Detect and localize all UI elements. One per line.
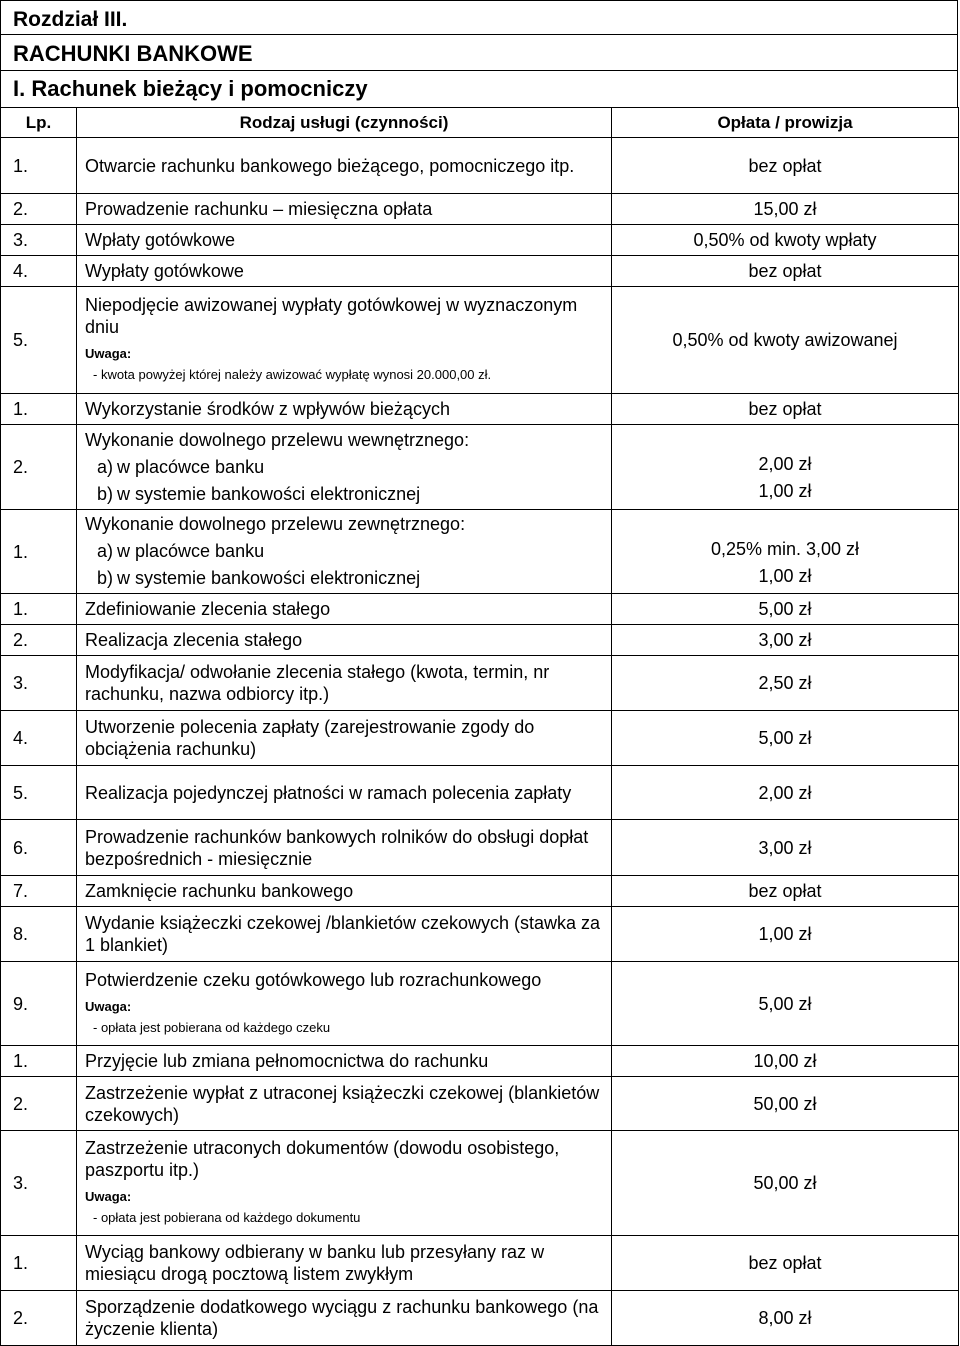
row-lp: 3.	[1, 1131, 77, 1236]
row-service: Sporządzenie dodatkowego wyciągu z rachunku bankowego (na życzenie klienta)	[77, 1291, 612, 1346]
table-row	[1, 625, 959, 656]
row-lp: 5.	[1, 766, 77, 820]
table-row	[1, 394, 959, 425]
row-fee: bez opłat	[612, 1236, 959, 1291]
sub-item-text: w placówce banku	[117, 541, 265, 561]
row-service: Zastrzeżenie wypłat z utraconej książeczki czekowej (blankietów czekowych)	[77, 1077, 612, 1131]
note-text: - opłata jest pobierana od każdego dokumentu	[93, 1210, 361, 1225]
row-lp: 3.	[1, 225, 77, 256]
fee-b: 1,00 zł	[758, 565, 812, 586]
row-lp: 1.	[1, 594, 77, 625]
table-row	[1, 876, 959, 907]
row-service: Modyfikacja/ odwołanie zlecenia stałego (kwota, termin, nr rachunku, nazwa odbiorcy itp.)	[77, 656, 612, 711]
row-fee: bez opłat	[612, 256, 959, 287]
table-row	[1, 711, 959, 766]
header-service: Rodzaj usługi (czynności)	[77, 108, 612, 138]
sub-item-marker: b)	[97, 483, 114, 504]
row-service-text: Niepodjęcie awizowanej wypłaty gotówkowej w wyznaczonym dniu	[85, 295, 578, 337]
row-lp: 8.	[1, 907, 77, 962]
row-fee	[612, 510, 959, 594]
table-row	[1, 194, 959, 225]
row-service	[77, 962, 612, 1046]
row-lp: 1.	[1, 1046, 77, 1077]
row-service: Wypłaty gotówkowe	[77, 256, 612, 287]
sub-item-text: w placówce banku	[117, 456, 265, 477]
row-service-text: Wykonanie dowolnego przelewu wewnętrznego:	[85, 429, 470, 450]
sub-item-text: w systemie bankowości elektronicznej	[117, 483, 421, 504]
row-fee: 2,00 zł	[612, 766, 959, 820]
fee-a: 2,00 zł	[758, 454, 812, 474]
note-text: - kwota powyżej której należy awizować wypłatę wynosi 20.000,00 zł.	[93, 367, 492, 382]
sub-item-a	[85, 454, 603, 481]
row-service	[77, 510, 612, 594]
table-row	[1, 907, 959, 962]
sub-item-a	[85, 538, 603, 565]
table-row	[1, 225, 959, 256]
row-lp: 1.	[1, 138, 77, 194]
row-service	[77, 287, 612, 394]
note-text: - opłata jest pobierana od każdego czeku	[93, 1019, 331, 1035]
row-lp: 9.	[1, 962, 77, 1046]
header-fee: Opłata / prowizja	[612, 108, 959, 138]
table-row	[1, 425, 959, 510]
fee-table	[0, 107, 959, 1346]
row-service: Utworzenie polecenia zapłaty (zarejestrowanie zgody do obciążenia rachunku)	[77, 711, 612, 766]
row-service-text: Potwierdzenie czeku gotówkowego lub rozrachunkowego	[85, 969, 542, 990]
row-service-text: Zastrzeżenie utraconych dokumentów (dowodu osobistego, paszportu itp.)	[85, 1138, 560, 1180]
row-fee: 0,50% od kwoty awizowanej	[612, 287, 959, 394]
row-lp: 1.	[1, 1236, 77, 1291]
row-service: Wykorzystanie środków z wpływów bieżących	[77, 394, 612, 425]
sub-item-marker: b)	[97, 568, 114, 588]
row-service: Prowadzenie rachunku – miesięczna opłata	[77, 194, 612, 225]
table-row	[1, 1291, 959, 1346]
row-fee: 50,00 zł	[612, 1131, 959, 1236]
row-fee: bez opłat	[612, 138, 959, 194]
row-fee: bez opłat	[612, 394, 959, 425]
row-service: Zamknięcie rachunku bankowego	[77, 876, 612, 907]
row-fee: 10,00 zł	[612, 1046, 959, 1077]
row-fee: bez opłat	[612, 876, 959, 907]
row-lp: 4.	[1, 711, 77, 766]
row-fee	[612, 425, 959, 510]
row-lp: 2.	[1, 425, 77, 510]
row-lp: 1.	[1, 510, 77, 594]
row-fee: 3,00 zł	[612, 625, 959, 656]
row-fee: 0,50% od kwoty wpłaty	[612, 225, 959, 256]
sub-item-b	[85, 481, 603, 508]
row-service	[77, 425, 612, 510]
row-fee: 5,00 zł	[612, 594, 959, 625]
row-service: Prowadzenie rachunków bankowych rolników do obsługi dopłat bezpośrednich - miesięcznie	[77, 820, 612, 876]
sub-item-text: w systemie bankowości elektronicznej	[117, 568, 421, 588]
section-heading: I. Rachunek bieżący i pomocniczy	[0, 70, 958, 108]
row-service: Wpłaty gotówkowe	[77, 225, 612, 256]
row-lp: 6.	[1, 820, 77, 876]
row-service: Wyciąg bankowy odbierany w banku lub przesyłany raz w miesiącu drogą pocztową listem zwykłym	[77, 1236, 612, 1291]
document-title: RACHUNKI BANKOWE	[0, 34, 958, 70]
table-row	[1, 656, 959, 711]
fee-a: 0,25% min. 3,00 zł	[710, 538, 860, 559]
row-lp: 5.	[1, 287, 77, 394]
table-row	[1, 287, 959, 394]
row-lp: 2.	[1, 1077, 77, 1131]
note-title: Uwaga:	[85, 346, 132, 361]
table-row	[1, 1236, 959, 1291]
row-fee: 5,00 zł	[612, 962, 959, 1046]
row-fee: 1,00 zł	[612, 907, 959, 962]
note-title: Uwaga:	[85, 998, 132, 1014]
sub-item-marker: a)	[97, 541, 114, 561]
row-fee: 50,00 zł	[612, 1077, 959, 1131]
row-service-text: Wykonanie dowolnego przelewu zewnętrznego:	[85, 514, 466, 534]
row-service: Realizacja pojedynczej płatności w ramach polecenia zapłaty	[77, 766, 612, 820]
row-fee: 5,00 zł	[612, 711, 959, 766]
table-row	[1, 594, 959, 625]
row-lp: 3.	[1, 656, 77, 711]
header-lp: Lp.	[1, 108, 77, 138]
table-row	[1, 1046, 959, 1077]
sub-item-b	[85, 565, 603, 592]
table-row	[1, 138, 959, 194]
row-lp: 2.	[1, 194, 77, 225]
row-service: Realizacja zlecenia stałego	[77, 625, 612, 656]
table-row	[1, 256, 959, 287]
row-service	[77, 1131, 612, 1236]
row-service: Zdefiniowanie zlecenia stałego	[77, 594, 612, 625]
note-title: Uwaga:	[85, 1189, 132, 1204]
row-lp: 2.	[1, 1291, 77, 1346]
row-lp: 2.	[1, 625, 77, 656]
row-service: Przyjęcie lub zmiana pełnomocnictwa do rachunku	[77, 1046, 612, 1077]
chapter-heading: Rozdział III.	[0, 0, 958, 34]
table-row	[1, 510, 959, 594]
table-header-row	[1, 108, 959, 138]
fee-b: 1,00 zł	[758, 481, 812, 501]
row-fee: 8,00 zł	[612, 1291, 959, 1346]
row-fee: 3,00 zł	[612, 820, 959, 876]
row-fee: 2,50 zł	[612, 656, 959, 711]
sub-item-marker: a)	[97, 456, 114, 477]
table-row	[1, 766, 959, 820]
table-row	[1, 820, 959, 876]
row-service: Otwarcie rachunku bankowego bieżącego, pomocniczego itp.	[77, 138, 612, 194]
row-lp: 1.	[1, 394, 77, 425]
table-row	[1, 962, 959, 1046]
row-lp: 7.	[1, 876, 77, 907]
row-service: Wydanie książeczki czekowej /blankietów czekowych (stawka za 1 blankiet)	[77, 907, 612, 962]
table-row	[1, 1077, 959, 1131]
row-fee: 15,00 zł	[612, 194, 959, 225]
table-row	[1, 1131, 959, 1236]
row-lp: 4.	[1, 256, 77, 287]
